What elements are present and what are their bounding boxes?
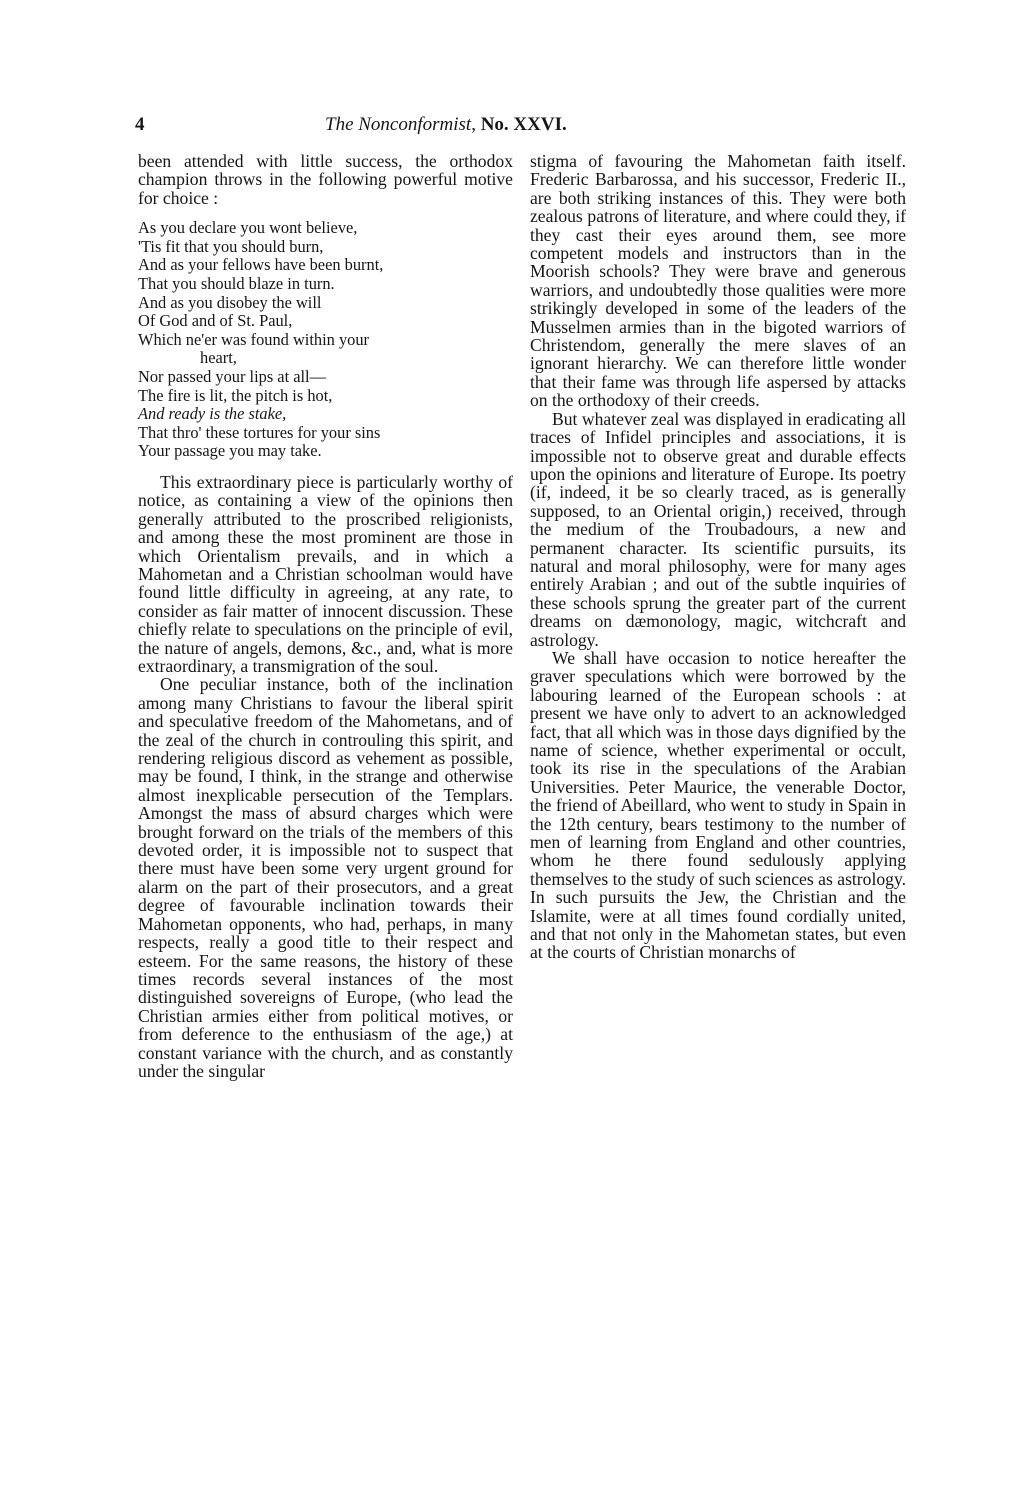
- issue-number: No. XXVI.: [480, 114, 567, 135]
- body-paragraph: This extraordinary piece is particularly worthy of notice, as containing a view of the opinions then generally attributed to the proscribed religionists, and among these the most prominent are those in which Orientalism prevails, and in which a Mahometan and a Christian schoolman would have found little difficulty in agreeing, at any rate, to consider as fair matter of innocent discussion. These chiefly relate to speculations on the principle of evil, the nature of angels, demons, &c., and, what is more extraordinary, a transmigration of the soul.: [138, 471, 513, 676]
- verse-block: [138, 219, 513, 461]
- verse-line: heart,: [200, 348, 237, 368]
- verse-line: The fire is lit, the pitch is hot,: [138, 385, 333, 405]
- verse-line: And as your fellows have been burnt,: [138, 255, 384, 275]
- verse-line: That thro' these tortures for your sins: [138, 422, 381, 442]
- verse-line: That you should blaze in turn.: [138, 274, 335, 293]
- body-paragraph: But whatever zeal was displayed in eradicating all traces of Infidel principles and associations, it is impossible not to observe great and durable effects upon the opinions and literature of Europe. Its poetry (if, indeed, it be so clearly traced, as is generally supposed, to an Oriental origin,) received, through the medium of the Troubadours, a new and permanent character. Its scientific pursuits, its natural and moral philosophy, were for many ages entirely Arabian ; and out of the subtle inquiries of these schools sprung the greater part of the current dreams on dæmonology, magic, witchcraft and astrology.: [530, 408, 906, 650]
- body-paragraph: One peculiar instance, both of the inclination among many Christians to favour the liberal spirit and speculative freedom of the Mahometans, and of the zeal of the church in controuling this spirit, and rendering religious discord as vehement as possible, may be found, I think, in the strange and otherwise almost inexplicable persecution of the Templars. Amongst the mass of absurd charges which were brought forward on the trials of the members of this devoted order, it is impossible not to suspect that there must have been some very urgent ground for alarm on the part of their prosecutors, and a great degree of favourable inclination towards their Mahometan opponents, who had, perhaps, in many respects, really a good title to their respect and esteem. For the same reasons, the history of these times records several instances of the most distinguished sovereigns of Europe, (who lead the Christian armies either from political motives, or from deference to the enthusiasm of the age,) at constant variance with the church, and as constantly under the singular: [138, 674, 513, 1081]
- left-column: [138, 152, 513, 1080]
- publication-title: The Nonconformist: [325, 114, 472, 135]
- body-paragraph: We shall have occasion to notice hereafter the graver speculations which were borrowed by the labouring learned of the European schools : at present we have only to advert to an acknowledged fact, that all which was in those days dignified by the name of science, whether experimental or occult, took its rise in the speculations of the Arabian Universities. Peter Maurice, the venerable Doctor, the friend of Abeillard, who went to study in Spain in the 12th century, bears testimony to the number of men of learning from England and other countries, whom he there found sedulously applying themselves to the study of such sciences as astrology. In such pursuits the Jew, the Christian and the Islamite, were at all times found cordially united, and that not only in the Mahometan states, but even at the courts of Christian monarchs of: [530, 647, 906, 963]
- verse-line: Your passage you may take.: [138, 441, 322, 461]
- verse-line: Which ne'er was found within your: [138, 329, 369, 349]
- verse-line: Of God and of St. Paul,: [138, 311, 293, 331]
- verse-line: As you declare you wont believe,: [138, 218, 358, 238]
- verse-line: Nor passed your lips at all—: [138, 366, 327, 386]
- verse-line: And as you disobey the will: [138, 292, 322, 312]
- intro-paragraph: been attended with little success, the orthodox champion throws in the following powerful motive for choice :: [138, 151, 513, 208]
- right-column: [530, 152, 906, 962]
- page-header: [135, 114, 905, 138]
- verse-line: 'Tis fit that you should burn,: [138, 236, 324, 256]
- body-paragraph: stigma of favouring the Mahometan faith itself. Frederic Barbarossa, and his successor, Frederic II., are both striking instances of this. They were both zealous patrons of literature, and where could they, if they cast their eyes around them, see more competent models and instructors than in the Moorish schools? They were brave and generous warriors, and undoubtedly those qualities were more strikingly developed in some of the leaders of the Musselmen armies than in the bigoted warriors of Christendom, generally the mere slaves of an ignorant hierarchy. We can therefore little wonder that their fame was through life aspersed by attacks on the orthodoxy of their creeds.: [530, 151, 906, 411]
- verse-line: And ready is the stake,: [138, 404, 287, 424]
- running-title: The Nonconformist, No. XXVI.: [325, 114, 567, 135]
- page-number: 4: [135, 114, 145, 135]
